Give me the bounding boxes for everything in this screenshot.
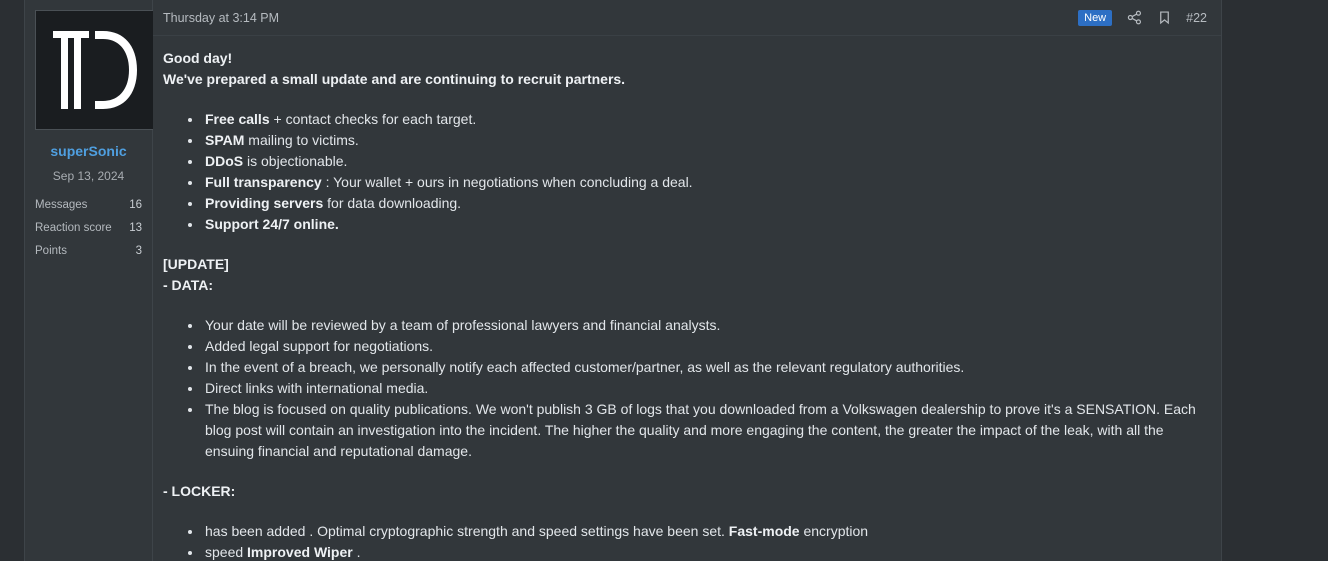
- list-item: • The blog is focused on quality publications. We won't publish 3 GB of logs that you downloaded from a Volkswagen dealership to prove it's a SENSATION. Each blog post will contain an investigation into the incident. The higher the quality and more engaging the content, the greater the impact of the leak, with all the ensuing financial and reputational damage.: [203, 399, 1207, 462]
- spacer: [163, 90, 1207, 109]
- stat-row: [35, 194, 142, 217]
- post-number[interactable]: #22: [1186, 10, 1207, 25]
- locker-post: .: [352, 544, 361, 560]
- feature-rest: : Your wallet + ours in negotiations when concluding a deal.: [321, 174, 693, 190]
- list-item: • In the event of a breach, we personally notify each affected customer/partner, as well as the relevant regulatory authorities.: [203, 357, 1207, 378]
- list-item: • Added legal support for negotiations.: [203, 336, 1207, 357]
- spacer: [163, 235, 1207, 254]
- stat-value: 13: [129, 222, 142, 234]
- spacer: [163, 296, 1207, 315]
- list-item: [203, 542, 1207, 561]
- post-header-actions: [1078, 10, 1207, 26]
- post-timestamp[interactable]: Thursday at 3:14 PM: [163, 10, 280, 25]
- feature-bold: Full transparency: [205, 174, 322, 190]
- feature-rest: mailing to victims.: [244, 132, 359, 148]
- list-item: [203, 151, 1207, 172]
- author-stats: [35, 194, 142, 263]
- feature-bold: Support 24/7 online.: [205, 216, 339, 232]
- author-username[interactable]: superSonic: [50, 143, 127, 159]
- stat-value: 3: [135, 245, 142, 257]
- locker-title: - LOCKER:: [163, 483, 236, 499]
- greeting-text: Good day!: [163, 50, 233, 66]
- feature-rest: is objectionable.: [243, 153, 348, 169]
- data-title: - DATA:: [163, 277, 214, 293]
- list-item: [203, 130, 1207, 151]
- spacer: [163, 462, 1207, 481]
- list-item: • Your date will be reviewed by a team of professional lawyers and financial analysts.: [203, 315, 1207, 336]
- locker-bold: Fast-mode: [728, 523, 800, 539]
- list-item: [203, 521, 1207, 542]
- list-item: • Direct links with international media.: [203, 378, 1207, 399]
- author-join-date: Sep 13, 2024: [52, 169, 125, 183]
- update-title: [UPDATE]: [163, 256, 229, 272]
- spacer: [163, 502, 1207, 521]
- data-points-list: [163, 315, 1207, 462]
- stat-label: Points: [35, 245, 67, 257]
- stat-row: [35, 217, 142, 240]
- feature-bold: Providing servers: [205, 195, 324, 211]
- list-item: [203, 214, 1207, 235]
- post-content: [153, 36, 1221, 561]
- bookmark-icon[interactable]: [1156, 10, 1172, 26]
- feature-rest: for data downloading.: [323, 195, 462, 211]
- locker-points-list: [163, 521, 1207, 561]
- locker-bold: Improved Wiper: [247, 544, 353, 560]
- features-list: [163, 109, 1207, 235]
- stat-label: Messages: [35, 199, 88, 211]
- list-item: [203, 109, 1207, 130]
- feature-bold: DDoS: [205, 153, 244, 169]
- lock-monogram-avatar-icon: [47, 27, 143, 113]
- stat-value: 16: [129, 199, 142, 211]
- stat-label: Reaction score: [35, 222, 112, 234]
- status-badge: New: [1078, 10, 1112, 26]
- stat-row: [35, 240, 142, 263]
- feature-rest: + contact checks for each target.: [269, 111, 477, 127]
- feature-bold: SPAM: [205, 132, 245, 148]
- list-item: [203, 172, 1207, 193]
- avatar[interactable]: [35, 10, 155, 130]
- forum-post: [24, 0, 1222, 561]
- post-message: [153, 0, 1221, 561]
- share-icon[interactable]: [1126, 10, 1142, 26]
- post-author-column: [25, 0, 153, 561]
- intro-text: We've prepared a small update and are continuing to recruit partners.: [163, 71, 626, 87]
- locker-pre: speed: [205, 544, 248, 560]
- locker-pre: has been added . Optimal cryptographic strength and speed settings have been set.: [205, 523, 729, 539]
- feature-bold: Free calls: [205, 111, 270, 127]
- locker-post: encryption: [799, 523, 869, 539]
- post-header: [153, 0, 1221, 36]
- list-item: [203, 193, 1207, 214]
